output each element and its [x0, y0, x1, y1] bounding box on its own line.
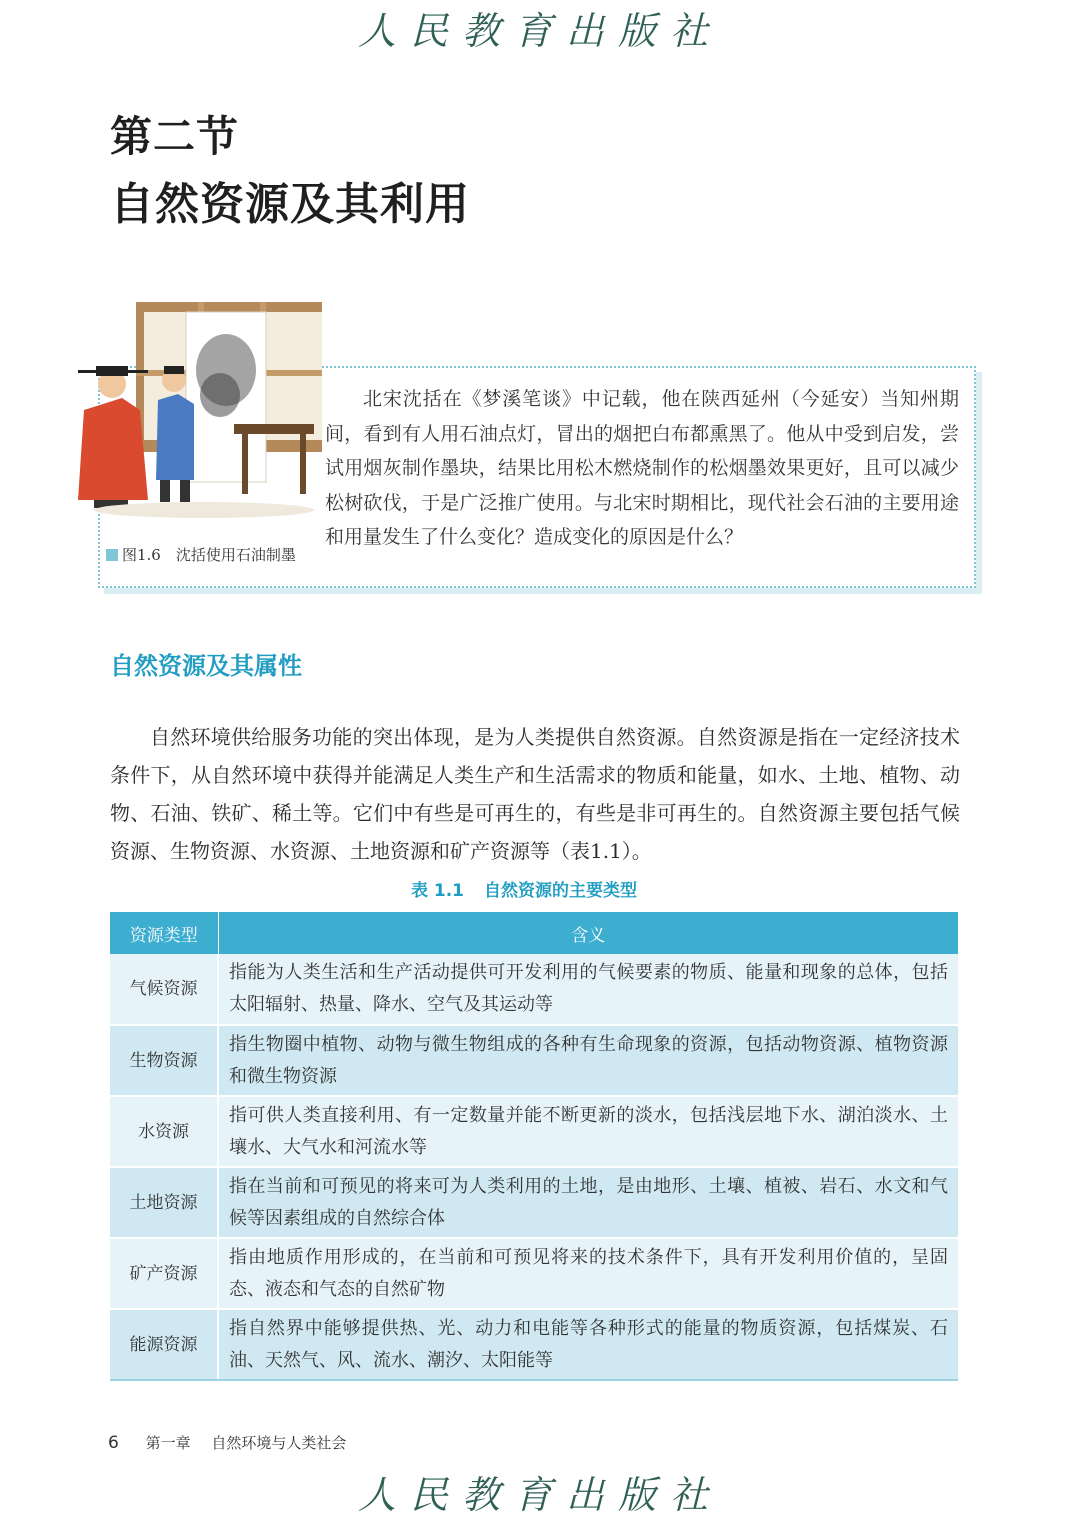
resource-desc-cell: 指生物圈中植物、动物与微生物组成的各种有生命现象的资源，包括动物资源、植物资源和微生物资源 [218, 1025, 958, 1096]
header-type: 资源类型 [110, 912, 218, 954]
resource-desc-cell: 指由地质作用形成的，在当前和可预见将来的技术条件下，具有开发利用价值的，呈固态、液态和气态的自然矿物 [218, 1238, 958, 1309]
resource-type-cell: 气候资源 [110, 954, 218, 1025]
caption-marker-icon [106, 549, 118, 561]
body-paragraph: 自然环境供给服务功能的突出体现，是为人类提供自然资源。自然资源是指在一定经济技术条件下，从自然环境中获得并能满足人类生产和生活需求的物质和能量，如水、土地、植物、动物、石油、铁矿、稀土等。它们中有些是可再生的，有些是非可再生的。自然资源主要包括气候资源、生物资源、水资源、土地资源和矿产资源等（表1.1）。 [110, 725, 960, 863]
resource-type-cell: 土地资源 [110, 1167, 218, 1238]
resource-type-cell: 生物资源 [110, 1025, 218, 1096]
chapter-title: 自然环境与人类社会 [211, 1434, 347, 1452]
resource-desc-cell: 指在当前和可预见的将来可为人类利用的土地，是由地形、土壤、植被、岩石、水文和气候等因素组成的自然综合体 [218, 1167, 958, 1238]
intro-paragraph: 北宋沈括在《梦溪笔谈》中记载，他在陕西延州（今延安）当知州期间，看到有人用石油点灯，冒出的烟把白布都熏黑了。他从中受到启发，尝试用烟灰制作墨块，结果比用松木燃烧制作的松烟墨效果更好，且可以减少松树砍伐，于是广泛推广使用。与北宋时期相比，现代社会石油的主要用途和用量发生了什么变化？造成变化的原因是什么？ [325, 388, 959, 548]
table-row [110, 1096, 958, 1167]
resource-desc-cell: 指自然界中能够提供热、光、动力和电能等各种形式的能量的物质资源，包括煤炭、石油、天然气、风、流水、潮汐、太阳能等 [218, 1309, 958, 1380]
table-row [110, 1238, 958, 1309]
table-caption [0, 876, 1068, 901]
publisher-watermark-top: 人民教育出版社 [357, 9, 722, 53]
table-row [110, 1309, 958, 1380]
table-row [110, 1025, 958, 1096]
resource-type-cell: 矿产资源 [110, 1238, 218, 1309]
page-footer [108, 1432, 346, 1453]
chapter-label: 第一章 [145, 1434, 191, 1452]
table-number: 表 1.1 [410, 881, 465, 901]
table-row [110, 954, 958, 1025]
white-cloth [186, 312, 266, 482]
section-number: 第二节 [110, 112, 240, 161]
resource-types-table [110, 912, 958, 1381]
table-header-row [110, 912, 958, 954]
shen-kuo-illustration [74, 300, 324, 546]
page-number: 6 [108, 1433, 119, 1453]
resource-desc-cell: 指能为人类生活和生产活动提供可开发利用的气候要素的物质、能量和现象的总体，包括太阳辐射、热量、降水、空气及其运动等 [218, 954, 958, 1025]
figure-caption-text: 图1.6 沈括使用石油制墨 [122, 546, 296, 564]
table-title: 自然资源的主要类型 [484, 881, 638, 901]
header-meaning: 含义 [218, 912, 958, 954]
resource-type-cell: 水资源 [110, 1096, 218, 1167]
figure-caption [106, 544, 296, 565]
section-title: 自然资源及其利用 [110, 179, 470, 230]
resource-type-cell: 能源资源 [110, 1309, 218, 1380]
resource-desc-cell: 指可供人类直接利用、有一定数量并能不断更新的淡水，包括浅层地下水、湖泊淡水、土壤水、大气水和河流水等 [218, 1096, 958, 1167]
subsection-heading: 自然资源及其属性 [110, 652, 302, 680]
table-row [110, 1167, 958, 1238]
publisher-watermark-bottom: 人民教育出版社 [357, 1473, 722, 1517]
